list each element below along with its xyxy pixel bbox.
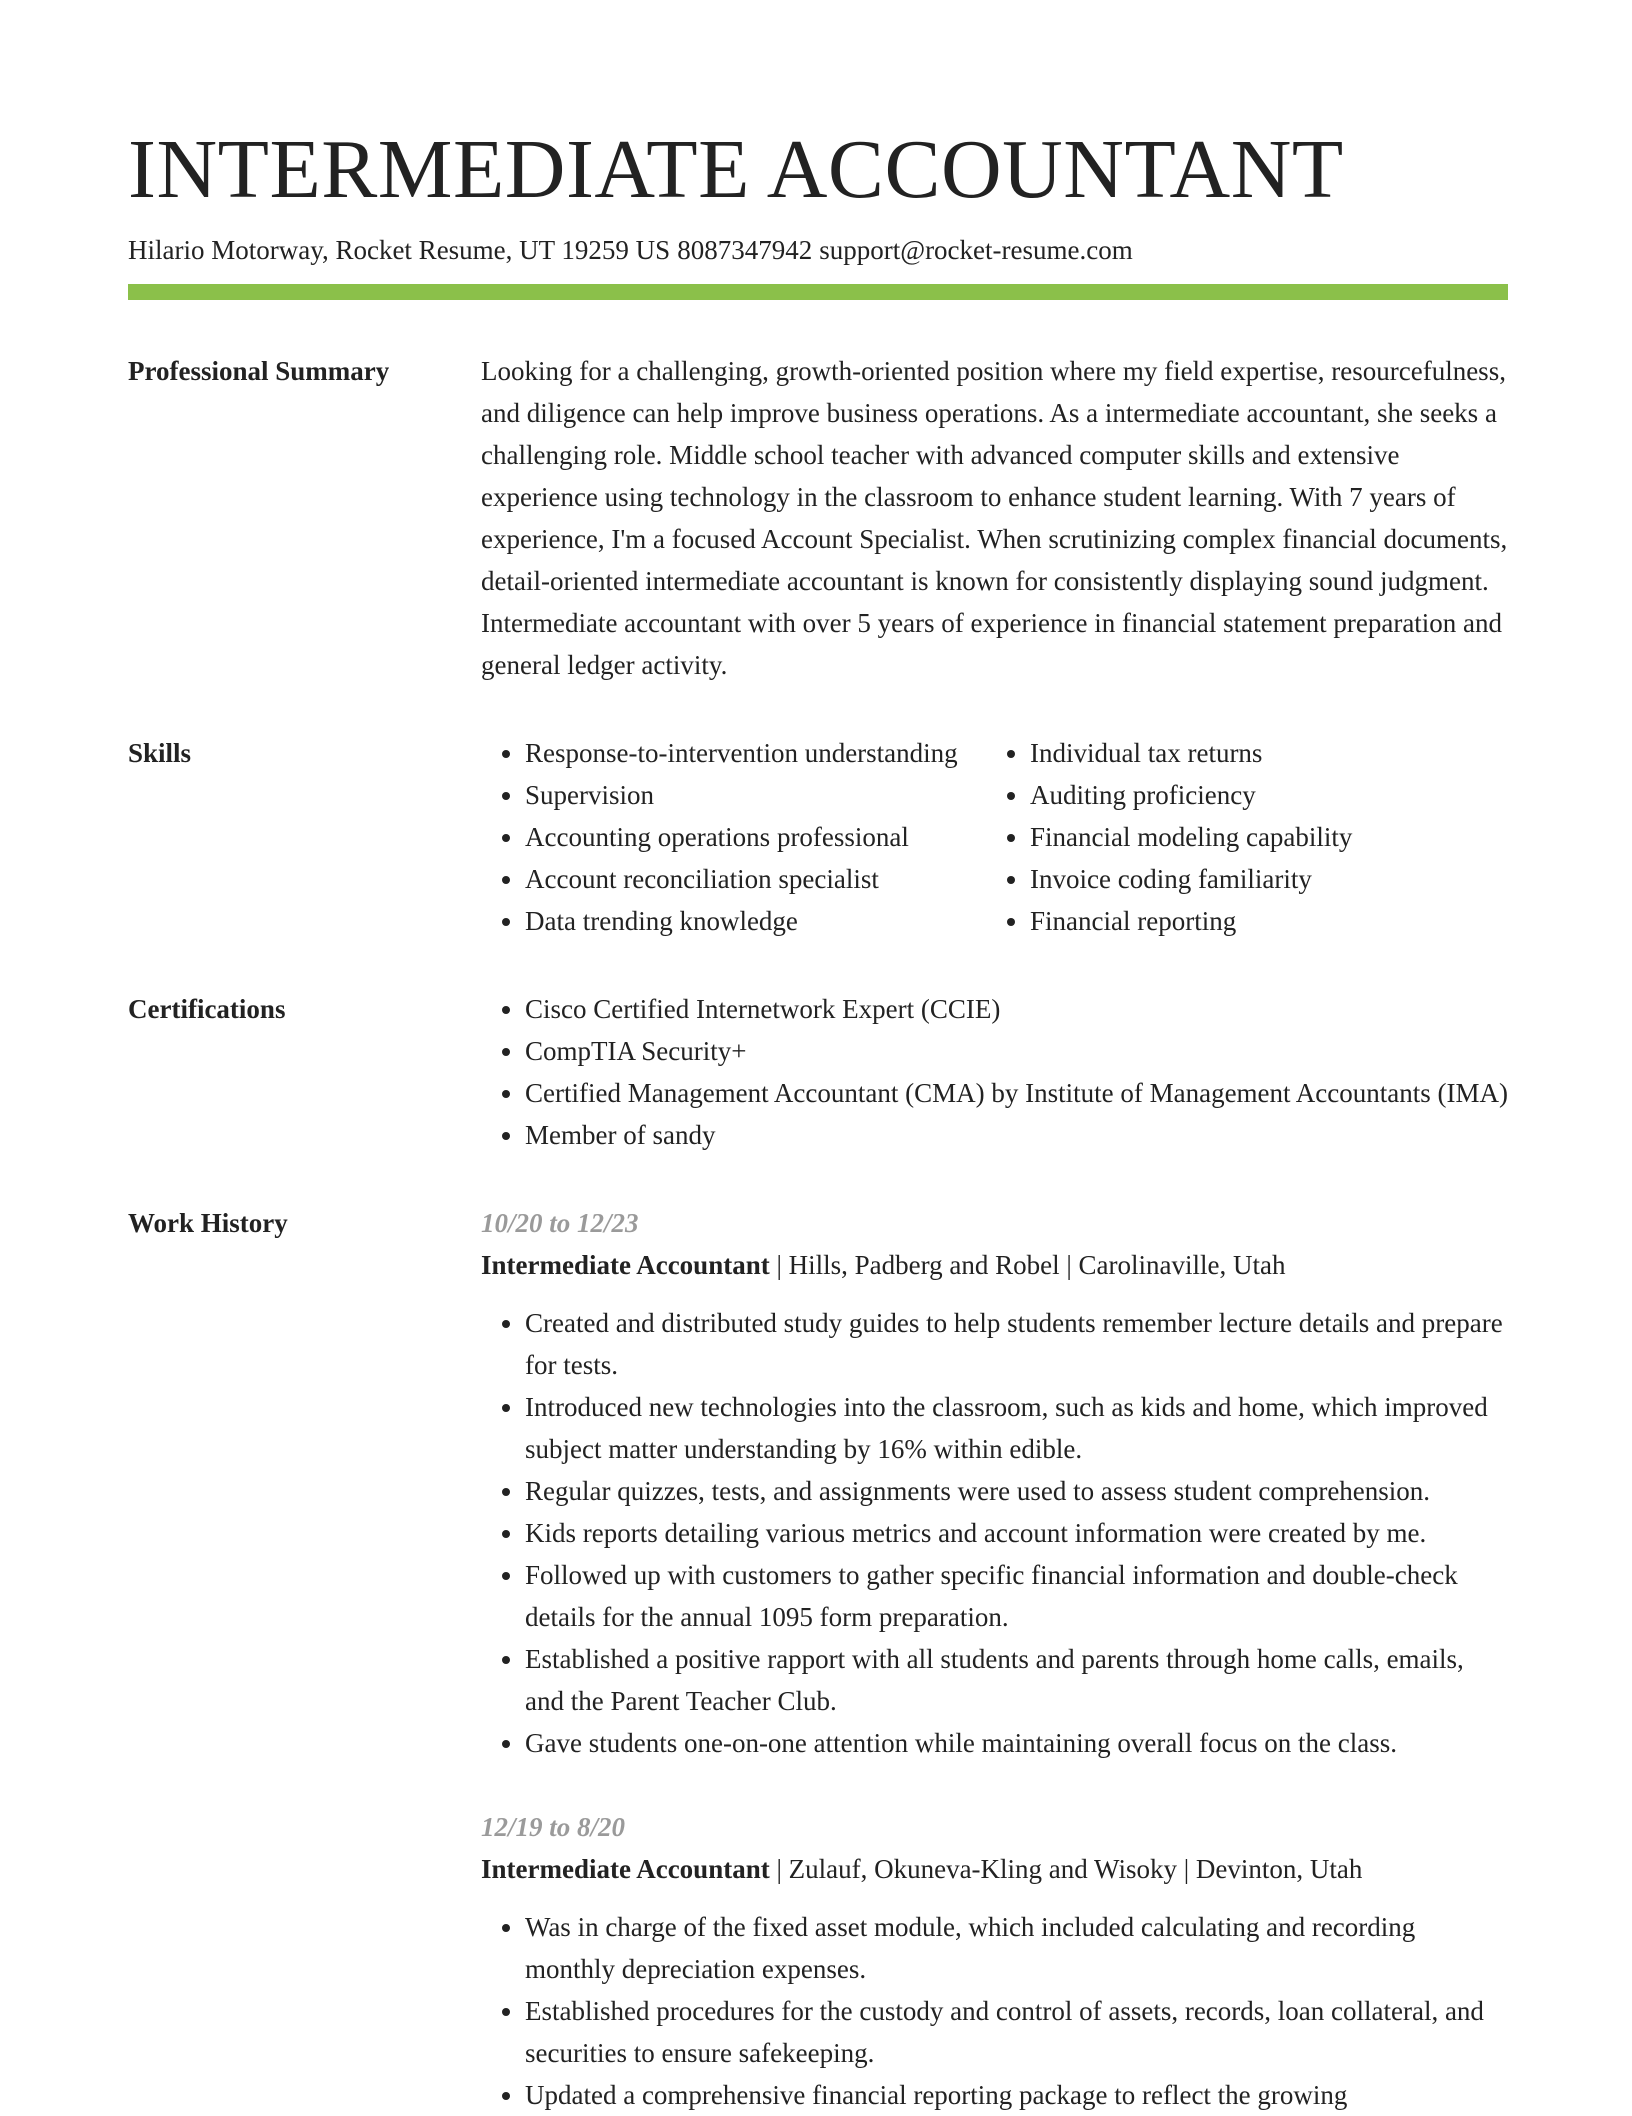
header-divider	[128, 284, 1508, 300]
contact-line	[128, 232, 1508, 268]
skills-list-left	[481, 732, 986, 942]
contact-email: support@rocket-resume.com	[819, 235, 1133, 265]
summary-content	[481, 350, 1508, 686]
skill-item: • Supervision	[525, 774, 986, 816]
certification-item: • Certified Management Accountant (CMA) by Institute of Management Accountants (IMA)	[525, 1072, 1508, 1114]
skill-item: • Financial modeling capability	[1030, 816, 1510, 858]
contact-phone: 8087347942	[677, 235, 813, 265]
certifications-section	[128, 988, 1508, 1156]
work-history-label: Work History	[128, 1208, 288, 1238]
skill-item: • Invoice coding familiarity	[1030, 858, 1510, 900]
candidate-name: INTERMEDIATE ACCOUNTANT	[128, 123, 1344, 216]
job-bullet: • Kids reports detailing various metrics and account information were created by me.	[525, 1512, 1508, 1554]
certification-item: • Cisco Certified Internetwork Expert (CCIE)	[525, 988, 1508, 1030]
skills-content	[481, 732, 1510, 942]
job-title: Intermediate Accountant	[481, 1250, 770, 1280]
skill-item: • Accounting operations professional	[525, 816, 986, 858]
work-history-section	[128, 1202, 1508, 2116]
job-heading	[481, 1244, 1508, 1286]
skill-item: • Data trending knowledge	[525, 900, 986, 942]
job-bullet: • Updated a comprehensive financial reporting package to reflect the growing	[525, 2074, 1508, 2116]
skill-item: • Response-to-intervention understanding	[525, 732, 986, 774]
job-heading	[481, 1848, 1508, 1890]
job-bullet: • Regular quizzes, tests, and assignments were used to assess student comprehension.	[525, 1470, 1508, 1512]
summary-text: Looking for a challenging, growth-oriented position where my field expertise, resourcefulness, and diligence can help improve business operations. As a intermediate accountant, she seeks a challenging role. Middle school teacher with advanced computer skills and extensive experience using technology in the classroom to enhance student learning. With 7 years of experience, I'm a focused Account Specialist. When scrutinizing complex financial documents, detail-oriented intermediate accountant is known for consistently displaying sound judgment. Intermediate accountant with over 5 years of experience in financial statement preparation and general ledger activity.	[481, 356, 1508, 680]
skill-item: • Auditing proficiency	[1030, 774, 1510, 816]
job-bullet: • Established a positive rapport with all students and parents through home calls, emails, and the Parent Teacher Club.	[525, 1638, 1508, 1722]
work-history-content	[481, 1202, 1508, 2116]
skills-list-right	[986, 732, 1510, 942]
job-bullet: • Established procedures for the custody and control of assets, records, loan collateral, and securities to ensure safekeeping.	[525, 1990, 1508, 2074]
skills-label: Skills	[128, 738, 192, 768]
job-bullets	[481, 1906, 1508, 2116]
certification-item: • CompTIA Security+	[525, 1030, 1508, 1072]
certifications-label: Certifications	[128, 994, 286, 1024]
certifications-content	[481, 988, 1508, 1156]
job-bullets	[481, 1302, 1508, 1764]
job-bullet: • Followed up with customers to gather specific financial information and double-check details for the annual 1095 form preparation.	[525, 1554, 1508, 1638]
job-bullet: • Introduced new technologies into the classroom, such as kids and home, which improved subject matter understanding by 16% within edible.	[525, 1386, 1508, 1470]
contact-address: Hilario Motorway, Rocket Resume, UT 19259 US	[128, 235, 671, 265]
summary-label: Professional Summary	[128, 356, 390, 386]
skills-section	[128, 732, 1508, 942]
certifications-list	[481, 988, 1508, 1156]
job-bullet: • Was in charge of the fixed asset module, which included calculating and recording monthly depreciation expenses.	[525, 1906, 1508, 1990]
job-dates: 12/19 to 8/20	[481, 1812, 626, 1842]
job-employer-location: | Hills, Padberg and Robel | Carolinaville, Utah	[769, 1250, 1286, 1280]
job-dates: 10/20 to 12/23	[481, 1208, 639, 1238]
skill-item: • Account reconciliation specialist	[525, 858, 986, 900]
resume-page	[128, 118, 1508, 2116]
skill-item: • Individual tax returns	[1030, 732, 1510, 774]
job-title: Intermediate Accountant	[481, 1854, 770, 1884]
job-entry	[481, 1806, 1508, 2116]
skill-item: • Financial reporting	[1030, 900, 1510, 942]
job-bullet: • Gave students one-on-one attention while maintaining overall focus on the class.	[525, 1722, 1508, 1764]
certification-item: • Member of sandy	[525, 1114, 1508, 1156]
job-bullet: • Created and distributed study guides to help students remember lecture details and prepare for tests.	[525, 1302, 1508, 1386]
job-entry	[481, 1202, 1508, 1764]
job-employer-location: | Zulauf, Okuneva-Kling and Wisoky | Devinton, Utah	[769, 1854, 1363, 1884]
summary-section	[128, 350, 1508, 686]
